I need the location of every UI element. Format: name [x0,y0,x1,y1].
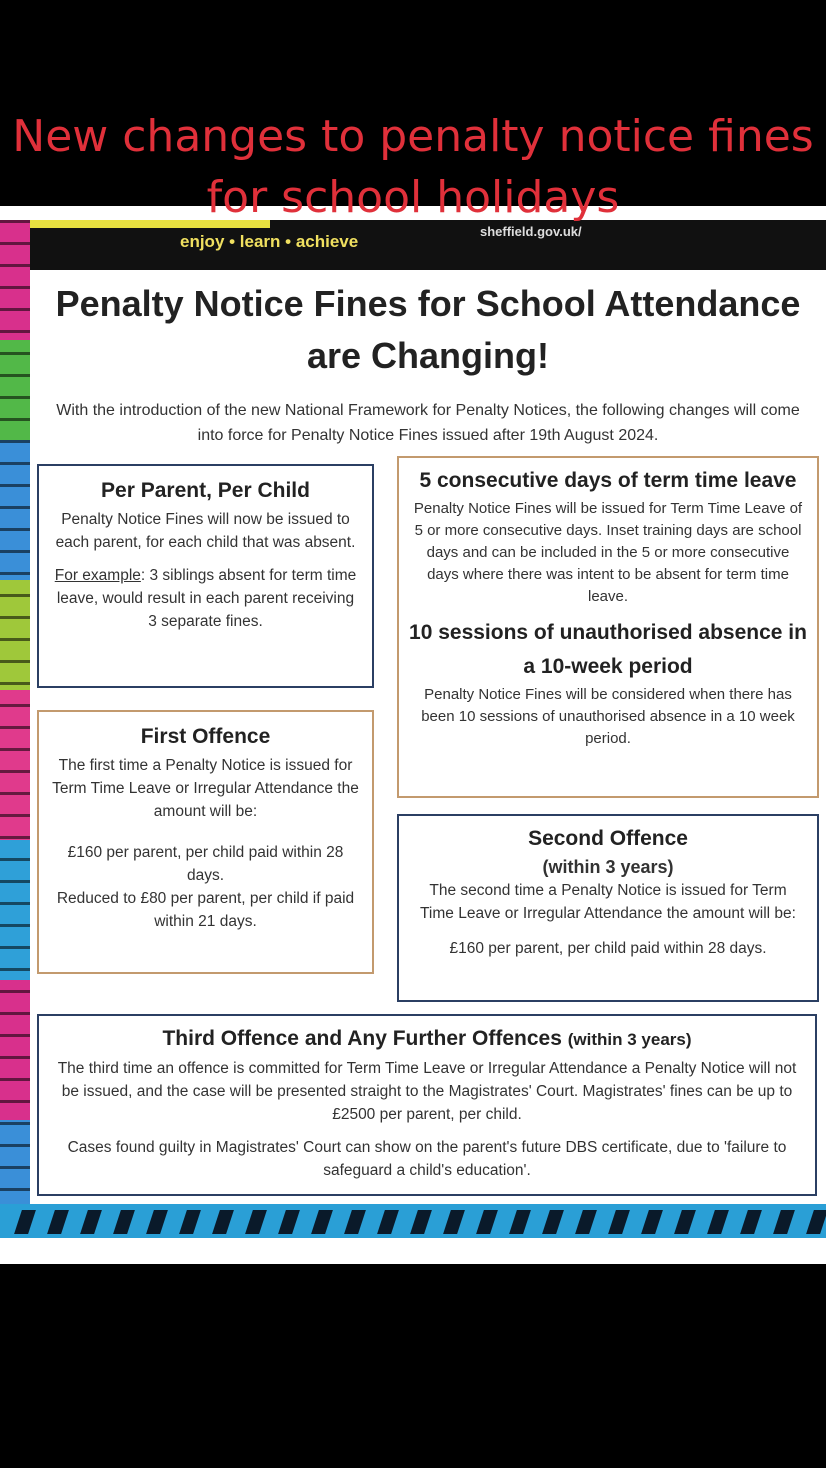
band-stripe [212,1210,234,1234]
third-offence-title: Third Offence and Any Further Offences [162,1027,562,1050]
third-offence-box [37,1014,817,1196]
band-stripe [641,1210,663,1234]
per-parent-box [37,464,374,688]
band-stripe [740,1210,762,1234]
second-offence-title: Second Offence [528,827,688,850]
band-stripe [443,1210,465,1234]
band-stripe [311,1210,333,1234]
band-stripe [14,1210,36,1234]
band-stripe [773,1210,795,1234]
band-stripe [410,1210,432,1234]
band-stripe [476,1210,498,1234]
example-label: For example [54,567,141,584]
band-stripe [377,1210,399,1234]
consecutive-text: Penalty Notice Fines will be issued for Term Time Leave of 5 or more consecutive days. Inset training days are school days and can be included in the 5 or more consecutive days where there was intent to be absent for term time leave. [413,500,803,605]
first-offence-text: The first time a Penalty Notice is issued for Term Time Leave or Irregular Attendance the amount will be: [52,757,359,820]
left-decorative-border [0,220,30,1204]
band-stripe [509,1210,531,1234]
band-stripe [47,1210,69,1234]
first-offence-title: First Offence [140,725,271,748]
intro-text: With the introduction of the new National Framework for Penalty Notices, the following changes will come into force for Penalty Notice Fines issued after 19th August 2024. [56,402,800,444]
band-stripe [344,1210,366,1234]
band-stripe [707,1210,729,1234]
band-stripe [608,1210,630,1234]
third-offence-title-suffix: (within 3 years) [567,1030,692,1049]
second-offence-box [397,814,819,1002]
second-offence-amount: £160 per parent, per child paid within 28 days. [449,940,767,957]
band-stripe [575,1210,597,1234]
band-stripe [113,1210,135,1234]
per-parent-text: Penalty Notice Fines will now be issued to each parent, for each child that was absent. [55,511,356,551]
band-stripe [80,1210,102,1234]
band-stripe [146,1210,168,1234]
band-stripe [179,1210,201,1234]
band-stripe [278,1210,300,1234]
first-offence-amount: £160 per parent, per child paid within 28 days. [67,844,344,884]
header-site: sheffield.gov.uk/ [480,224,582,239]
band-stripe [542,1210,564,1234]
second-offence-subtitle: (within 3 years) [542,857,674,877]
sessions-title: 10 sessions of unauthorised absence in a 10-week period [409,621,807,678]
poster [0,206,826,1264]
band-stripe [245,1210,267,1234]
band-stripe [806,1210,826,1234]
third-offence-title-row [53,1022,801,1057]
first-offence-reduced: Reduced to £80 per parent, per child if paid within 21 days. [56,890,355,930]
third-offence-text: The third time an offence is committed for Term Time Leave or Irregular Attendance a Penalty Notice will not be issued, and the case will be presented straight to the Magistrates' Court. Magistrates' fines can be up to £2500 per parent, per child. [57,1060,797,1123]
third-offence-text2: Cases found guilty in Magistrates' Court can show on the parent's future DBS certificate, due to 'failure to safeguard a child's education'. [67,1139,787,1179]
per-parent-title: Per Parent, Per Child [101,479,310,502]
consecutive-days-box [397,456,819,798]
poster-heading: Penalty Notice Fines for School Attendance are Changing! [55,283,801,376]
overlay-caption: New changes to penalty notice fines for school holidays [12,111,814,223]
header-tagline: enjoy • learn • achieve [180,232,359,251]
per-parent-example [51,564,360,633]
consecutive-title: 5 consecutive days of term time leave [419,469,797,492]
second-offence-text: The second time a Penalty Notice is issued for Term Time Leave or Irregular Attendance the amount will be: [420,882,796,922]
first-offence-box [37,710,374,974]
band-stripe [674,1210,696,1234]
bottom-decorative-band [0,1204,826,1238]
sessions-text: Penalty Notice Fines will be considered when there has been 10 sessions of unauthorised absence in a 10 week period. [421,686,795,747]
example-text: : 3 siblings absent for term time leave, would result in each parent receiving 3 separate fines. [56,567,357,630]
